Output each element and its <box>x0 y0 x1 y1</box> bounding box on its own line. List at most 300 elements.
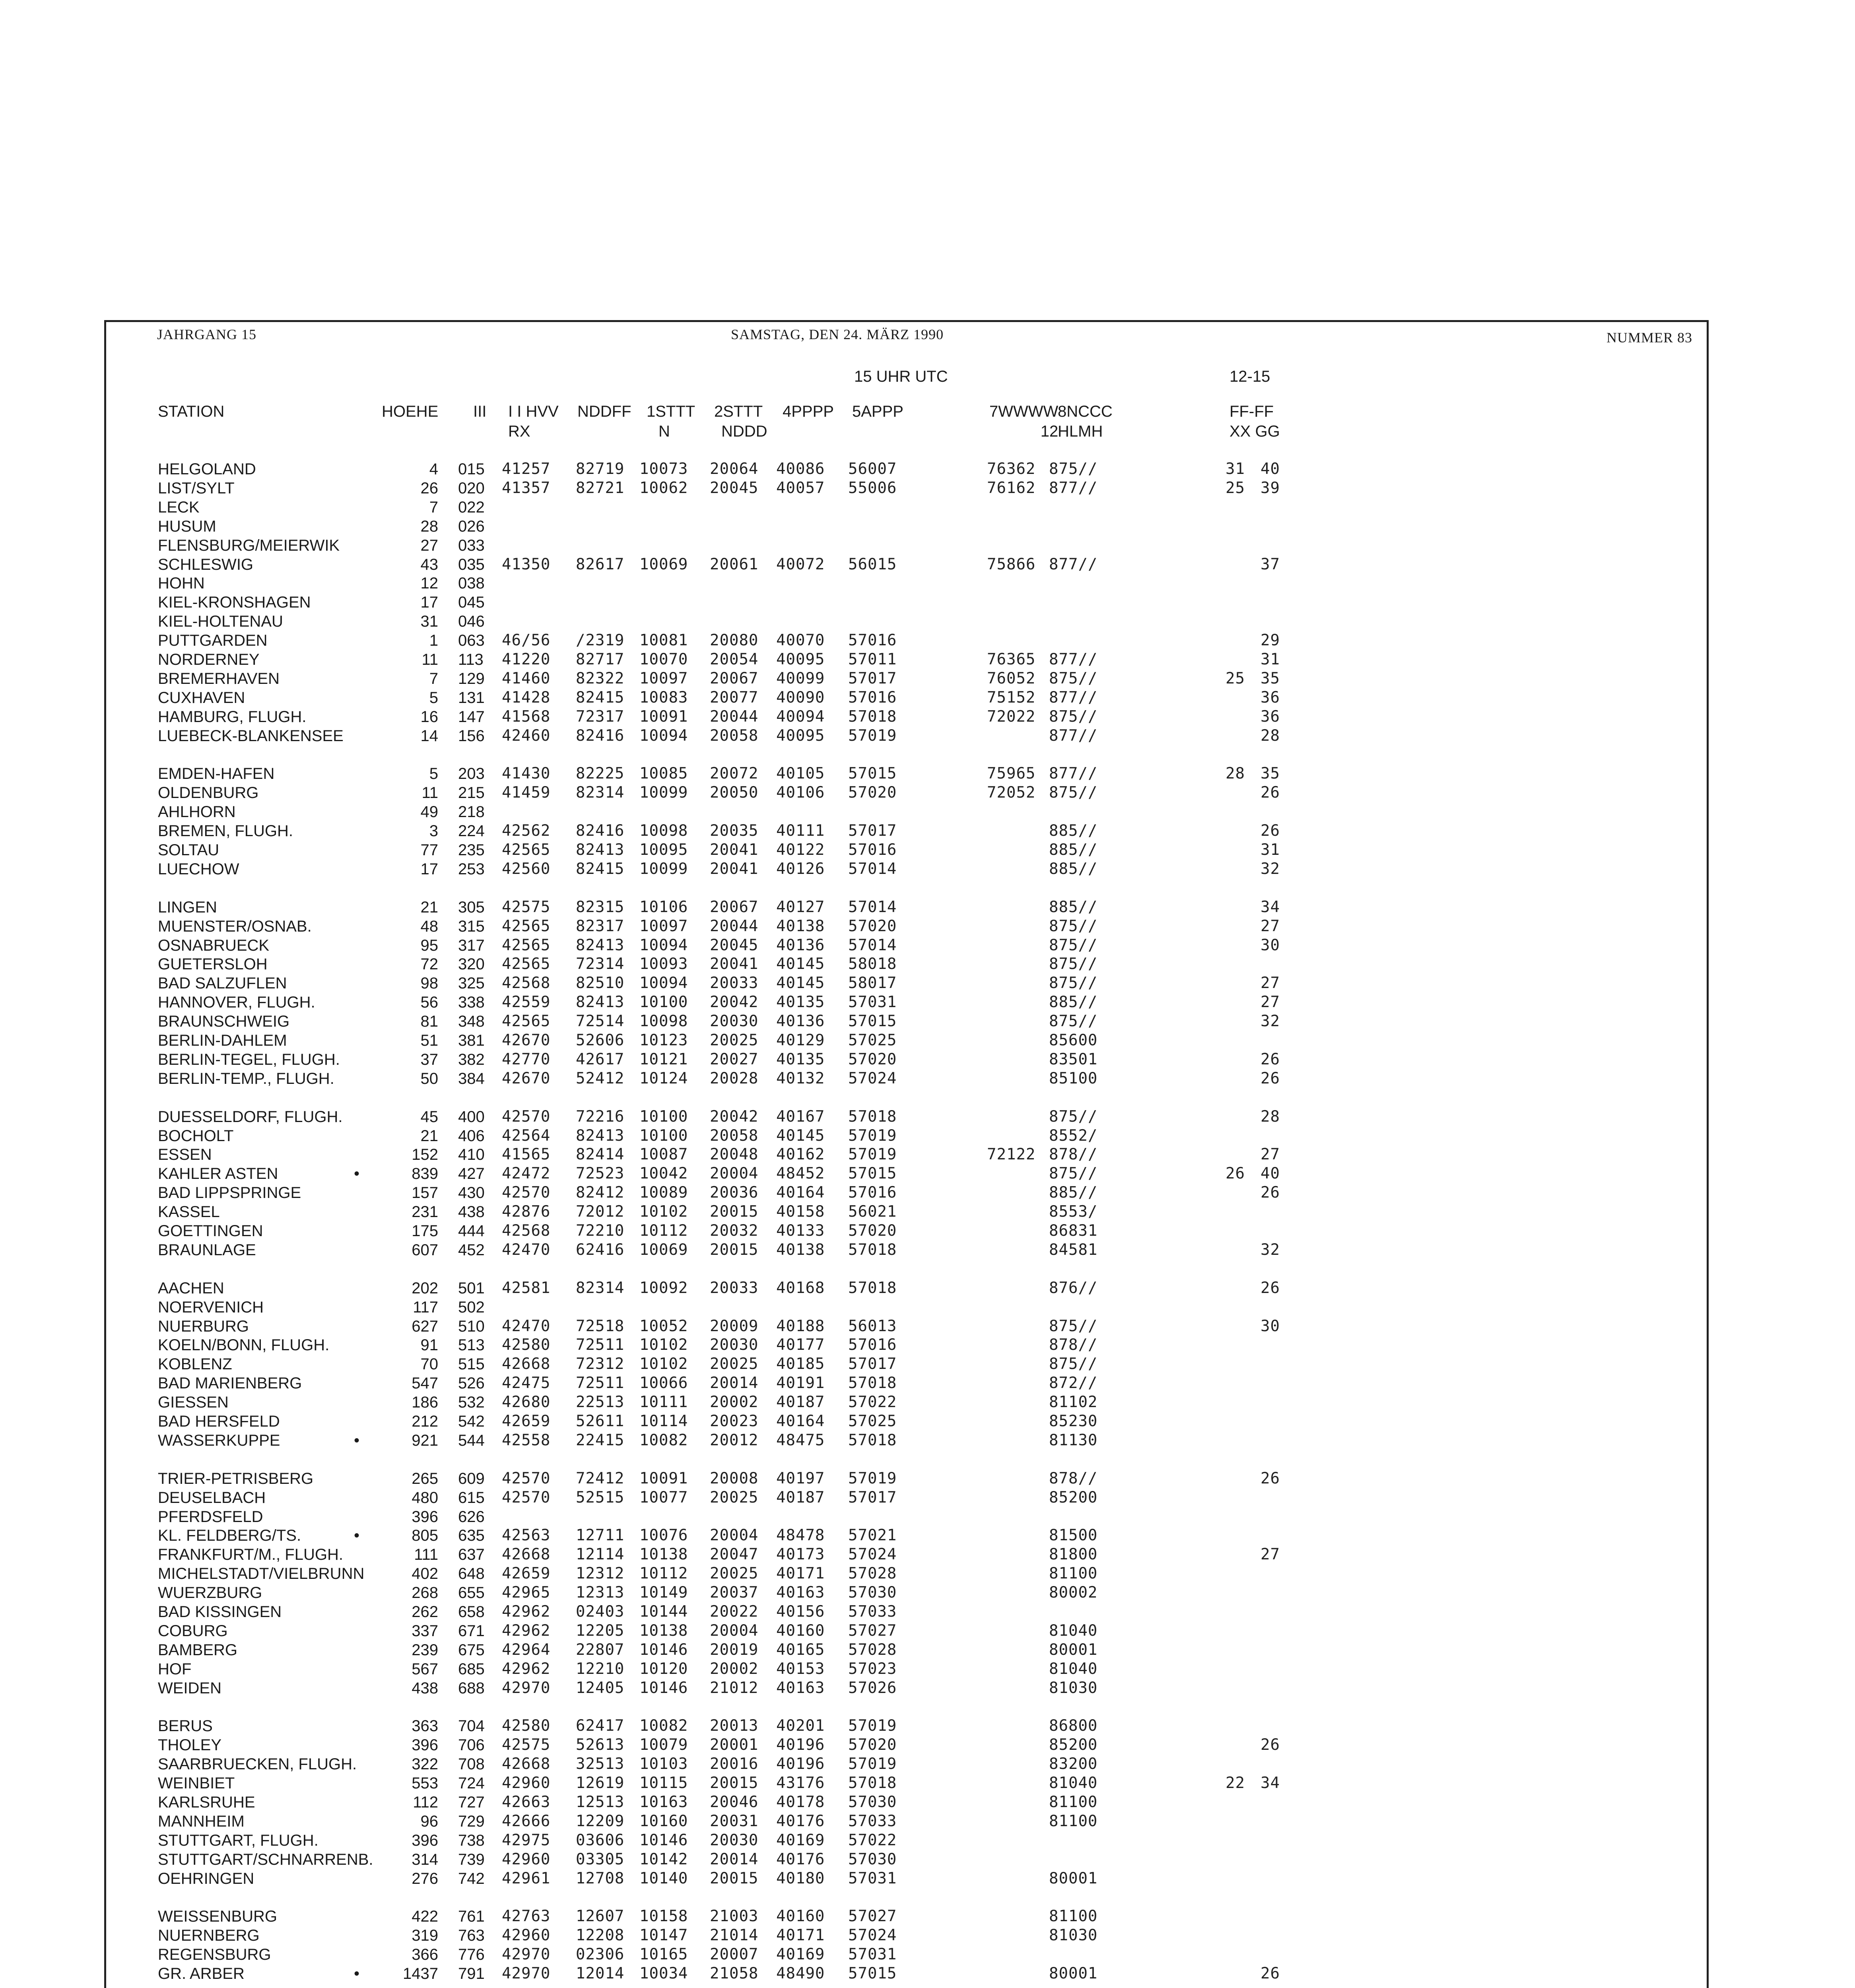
appp-value: 58017 <box>848 974 897 992</box>
appp-value: 57018 <box>848 1241 897 1259</box>
nddff-value: 82314 <box>576 1279 625 1297</box>
station-name: BAD HERSFELD <box>158 1413 280 1430</box>
sttt2-value: 20025 <box>710 1031 759 1049</box>
appp-value: 56015 <box>848 555 897 573</box>
hvv-value: 42563 <box>502 1526 551 1545</box>
col-2sttt <box>714 402 767 441</box>
wwww-value: 75866 <box>987 555 1036 573</box>
station-height: 31 <box>420 613 438 631</box>
table-row <box>0 1469 1855 1488</box>
station-id: 253 <box>458 860 485 878</box>
station-id: 129 <box>458 670 485 687</box>
sttt1-value: 10093 <box>639 955 688 973</box>
sttt2-value: 20016 <box>710 1755 759 1773</box>
sttt1-value: 10149 <box>639 1584 688 1602</box>
nccc-value: 81102 <box>1049 1393 1098 1411</box>
nddff-value: 72518 <box>576 1317 625 1335</box>
hvv-value: 42580 <box>502 1717 551 1735</box>
station-height: 337 <box>412 1622 438 1640</box>
station-name: BRAUNLAGE <box>158 1241 256 1259</box>
sttt1-value: 10099 <box>639 784 688 802</box>
sttt1-value: 10094 <box>639 974 688 992</box>
sttt2-value: 20072 <box>710 765 759 783</box>
col-2sttt-line1: 2STTT <box>714 403 763 420</box>
station-height: 14 <box>420 727 438 745</box>
station-height: 21 <box>420 1127 438 1145</box>
pppp-value: 40160 <box>776 1621 825 1640</box>
station-height: 56 <box>420 994 438 1011</box>
appp-value: 57019 <box>848 1717 897 1735</box>
hvv-value: 42565 <box>502 955 551 973</box>
sttt1-value: 10160 <box>639 1812 688 1830</box>
appp-value: 57018 <box>848 1374 897 1392</box>
sttt1-value: 10042 <box>639 1165 688 1183</box>
nccc-value: 81800 <box>1049 1545 1098 1564</box>
appp-value: 57026 <box>848 1679 897 1697</box>
appp-value: 57019 <box>848 726 897 745</box>
hvv-value: 42562 <box>502 822 551 840</box>
appp-value: 57023 <box>848 1660 897 1678</box>
station-id: 020 <box>458 479 485 497</box>
table-row <box>0 498 1855 517</box>
pppp-value: 40156 <box>776 1603 825 1621</box>
col-4pppp: 4PPPP <box>783 403 834 420</box>
appp-value: 57019 <box>848 1126 897 1145</box>
nccc-value: 81040 <box>1049 1774 1098 1792</box>
ff-gg-value: 36 <box>1261 707 1280 726</box>
nddff-value: 12711 <box>576 1526 625 1545</box>
nddff-value: 62416 <box>576 1241 625 1259</box>
wwww-value: 76362 <box>987 460 1036 478</box>
hvv-value: 42558 <box>502 1431 551 1449</box>
pppp-value: 40122 <box>776 841 825 859</box>
station-height: 5 <box>429 765 438 783</box>
nccc-value: 81100 <box>1049 1812 1098 1830</box>
hvv-value: 42470 <box>502 1317 551 1335</box>
nccc-value: 81100 <box>1049 1907 1098 1926</box>
station-name: HAMBURG, FLUGH. <box>158 708 307 726</box>
sttt1-value: 10092 <box>639 1279 688 1297</box>
station-name: NOERVENICH <box>158 1298 264 1316</box>
pppp-value: 40164 <box>776 1412 825 1430</box>
table-row <box>0 974 1855 993</box>
table-row <box>0 593 1855 612</box>
mountain-marker: • <box>354 1431 360 1449</box>
station-height: 322 <box>412 1755 438 1773</box>
appp-value: 57014 <box>848 898 897 916</box>
sttt2-value: 20031 <box>710 1812 759 1830</box>
pppp-value: 40165 <box>776 1640 825 1659</box>
sttt1-value: 10073 <box>639 460 688 478</box>
hvv-value: 41430 <box>502 765 551 783</box>
sttt2-value: 20025 <box>710 1355 759 1373</box>
station-id: 791 <box>458 1965 485 1983</box>
sttt2-value: 20009 <box>710 1317 759 1335</box>
hvv-value: 42570 <box>502 1469 551 1487</box>
appp-value: 57031 <box>848 1945 897 1964</box>
hvv-value: 42960 <box>502 1926 551 1945</box>
sttt2-value: 20058 <box>710 726 759 745</box>
table-row <box>0 1412 1855 1431</box>
station-id: 325 <box>458 975 485 992</box>
station-id: 761 <box>458 1908 485 1926</box>
sttt1-value: 10076 <box>639 1526 688 1545</box>
sttt2-value: 20013 <box>710 1717 759 1735</box>
station-height: 319 <box>412 1927 438 1945</box>
pppp-value: 40135 <box>776 993 825 1011</box>
pppp-value: 40168 <box>776 1279 825 1297</box>
nccc-value: 885// <box>1049 898 1098 916</box>
ff-gg-value: 35 <box>1261 765 1280 783</box>
table-row <box>0 898 1855 917</box>
nddff-value: 82414 <box>576 1145 625 1164</box>
station-height: 98 <box>420 975 438 992</box>
table-row <box>0 764 1855 783</box>
sttt1-value: 10094 <box>639 936 688 954</box>
station-name: DUESSELDORF, FLUGH. <box>158 1108 343 1126</box>
sttt1-value: 10099 <box>639 860 688 878</box>
sttt1-value: 10070 <box>639 650 688 668</box>
station-height: 117 <box>413 1298 438 1316</box>
col-hvv <box>508 402 559 441</box>
sttt2-value: 20025 <box>710 1488 759 1507</box>
sttt1-value: 10158 <box>639 1907 688 1926</box>
station-id: 708 <box>458 1755 485 1773</box>
station-id: 035 <box>458 555 485 573</box>
ff-period-label: 12-15 <box>1230 368 1270 385</box>
sttt2-value: 20012 <box>710 1431 759 1449</box>
station-name: STUTTGART, FLUGH. <box>158 1831 319 1849</box>
nddff-value: 22415 <box>576 1431 625 1449</box>
sttt2-value: 20014 <box>710 1850 759 1868</box>
ff-gg-value: 27 <box>1261 974 1280 992</box>
sttt1-value: 10098 <box>639 822 688 840</box>
nddff-value: 82322 <box>576 669 625 687</box>
hvv-value: 42581 <box>502 1279 551 1297</box>
pppp-value: 40094 <box>776 707 825 726</box>
sttt1-value: 10138 <box>639 1545 688 1564</box>
nccc-value: 885// <box>1049 841 1098 859</box>
sttt1-value: 10097 <box>639 917 688 935</box>
table-row <box>0 1374 1855 1393</box>
station-id: 452 <box>458 1241 485 1259</box>
nccc-value: 86831 <box>1049 1222 1098 1240</box>
nccc-value: 8552/ <box>1049 1126 1098 1145</box>
table-row <box>0 1279 1855 1298</box>
pppp-value: 40188 <box>776 1317 825 1335</box>
sttt2-value: 20025 <box>710 1565 759 1583</box>
sttt2-value: 20004 <box>710 1526 759 1545</box>
nccc-value: 878// <box>1049 1336 1098 1354</box>
pppp-value: 40057 <box>776 479 825 497</box>
appp-value: 57024 <box>848 1545 897 1564</box>
station-name: HOHN <box>158 575 205 592</box>
station-name: KOBLENZ <box>158 1355 232 1373</box>
nddff-value: 82416 <box>576 726 625 745</box>
wwww-value: 76052 <box>987 669 1036 687</box>
appp-value: 57020 <box>848 1736 897 1754</box>
wwww-value: 75152 <box>987 688 1036 707</box>
wwww-value: 76162 <box>987 479 1036 497</box>
nccc-value: 875// <box>1049 1317 1098 1335</box>
station-name: GUETERSLOH <box>158 955 268 973</box>
appp-value: 57020 <box>848 1222 897 1240</box>
hvv-value: 42570 <box>502 1488 551 1507</box>
station-name: LIST/SYLT <box>158 479 235 497</box>
nddff-value: 82315 <box>576 898 625 916</box>
station-height: 37 <box>420 1050 438 1068</box>
hvv-value: 42965 <box>502 1584 551 1602</box>
pppp-value: 40177 <box>776 1336 825 1354</box>
sttt1-value: 10100 <box>639 993 688 1011</box>
nddff-value: 82412 <box>576 1184 625 1202</box>
station-height: 480 <box>412 1489 438 1507</box>
station-id: 704 <box>458 1717 485 1735</box>
sttt1-value: 10140 <box>639 1869 688 1887</box>
appp-value: 58018 <box>848 955 897 973</box>
table-row <box>0 517 1855 536</box>
hvv-value: 42964 <box>502 1640 551 1659</box>
col-ff <box>1230 402 1280 441</box>
hvv-value: 42560 <box>502 860 551 878</box>
nccc-value: 80001 <box>1049 1640 1098 1659</box>
station-height: 366 <box>412 1946 438 1964</box>
appp-value: 57014 <box>848 860 897 878</box>
station-name: BREMERHAVEN <box>158 670 280 687</box>
station-id: 675 <box>458 1641 485 1659</box>
sttt2-value: 20030 <box>710 1336 759 1354</box>
table-row <box>0 783 1855 802</box>
table-row <box>0 1393 1855 1412</box>
station-id: 502 <box>458 1298 485 1316</box>
station-id: 400 <box>458 1108 485 1126</box>
nccc-value: 80002 <box>1049 1584 1098 1602</box>
station-id: 648 <box>458 1565 485 1583</box>
station-name: MICHELSTADT/VIELBRUNN <box>158 1565 365 1583</box>
hvv-value: 42470 <box>502 1241 551 1259</box>
station-id: 203 <box>458 765 485 783</box>
table-row <box>0 1050 1855 1069</box>
appp-value: 57018 <box>848 1774 897 1792</box>
sttt2-value: 20033 <box>710 974 759 992</box>
station-height: 422 <box>412 1908 438 1926</box>
station-name: REGENSBURG <box>158 1946 271 1964</box>
station-id: 038 <box>458 575 485 592</box>
ff-gg-value: 30 <box>1261 936 1280 954</box>
appp-value: 57017 <box>848 1488 897 1507</box>
appp-value: 57015 <box>848 1012 897 1031</box>
nddff-value: 02306 <box>576 1945 625 1964</box>
sttt2-value: 20015 <box>710 1203 759 1221</box>
nccc-value: 81100 <box>1049 1793 1098 1811</box>
pppp-value: 40171 <box>776 1926 825 1945</box>
sttt2-value: 20042 <box>710 993 759 1011</box>
appp-value: 56013 <box>848 1317 897 1335</box>
pppp-value: 40126 <box>776 860 825 878</box>
nddff-value: 72511 <box>576 1374 625 1392</box>
nccc-value: 876// <box>1049 1279 1098 1297</box>
ff-gg-value: 40 <box>1261 1165 1280 1183</box>
hvv-value: 42970 <box>502 1945 551 1964</box>
hvv-value: 41568 <box>502 707 551 726</box>
station-height: 5 <box>429 689 438 707</box>
pppp-value: 40153 <box>776 1660 825 1678</box>
ff-gg-value: 32 <box>1261 1012 1280 1031</box>
table-row <box>0 1336 1855 1355</box>
nccc-value: 81030 <box>1049 1679 1098 1697</box>
station-id: 515 <box>458 1355 485 1373</box>
pppp-value: 40158 <box>776 1203 825 1221</box>
pppp-value: 40145 <box>776 1126 825 1145</box>
ff-gg-value: 28 <box>1261 1107 1280 1126</box>
pppp-value: 40178 <box>776 1793 825 1811</box>
table-row <box>0 1164 1855 1183</box>
station-name: KAHLER ASTEN <box>158 1165 278 1183</box>
sttt2-value: 20080 <box>710 631 759 650</box>
pppp-value: 40176 <box>776 1812 825 1830</box>
appp-value: 57019 <box>848 1145 897 1164</box>
pppp-value: 40201 <box>776 1717 825 1735</box>
table-row <box>0 1602 1855 1621</box>
col-5appp: 5APPP <box>852 403 903 420</box>
pppp-value: 40136 <box>776 1012 825 1031</box>
table-row <box>0 1812 1855 1831</box>
station-id: 430 <box>458 1184 485 1202</box>
nddff-value: 12114 <box>576 1545 625 1564</box>
hvv-value: 42570 <box>502 1107 551 1126</box>
station-name: LINGEN <box>158 898 217 916</box>
hvv-value: 41357 <box>502 479 551 497</box>
nddff-value: 82617 <box>576 555 625 573</box>
station-height: 70 <box>420 1355 438 1373</box>
station-height: 21 <box>420 898 438 916</box>
appp-value: 57016 <box>848 631 897 650</box>
table-row <box>0 1869 1855 1888</box>
pppp-value: 40095 <box>776 650 825 668</box>
col-iii: III <box>473 403 487 420</box>
sttt2-value: 20037 <box>710 1584 759 1602</box>
nccc-value: 875// <box>1049 936 1098 954</box>
table-row <box>0 1183 1855 1202</box>
pppp-value: 40187 <box>776 1393 825 1411</box>
sttt1-value: 10123 <box>639 1031 688 1049</box>
station-name: BERLIN-TEGEL, FLUGH. <box>158 1050 340 1068</box>
station-height: 81 <box>420 1013 438 1031</box>
station-id: 658 <box>458 1603 485 1621</box>
hvv-value: 42680 <box>502 1393 551 1411</box>
station-id: 526 <box>458 1375 485 1392</box>
table-row <box>0 612 1855 631</box>
appp-value: 57024 <box>848 1069 897 1087</box>
station-height: 262 <box>412 1603 438 1621</box>
mountain-marker: • <box>354 1965 360 1983</box>
sttt2-value: 20019 <box>710 1640 759 1659</box>
col-ff-line2: XX GG <box>1230 423 1280 440</box>
table-row <box>0 1221 1855 1241</box>
station-height: 265 <box>412 1470 438 1487</box>
station-name: PFERDSFELD <box>158 1508 263 1526</box>
station-height: 12 <box>420 575 438 592</box>
wwww-value: 75965 <box>987 765 1036 783</box>
sttt1-value: 10091 <box>639 1469 688 1487</box>
nddff-value: 52606 <box>576 1031 625 1049</box>
station-id: 510 <box>458 1317 485 1335</box>
table-row <box>0 460 1855 479</box>
hvv-value: 42962 <box>502 1603 551 1621</box>
table-row <box>0 1526 1855 1545</box>
appp-value: 57033 <box>848 1812 897 1830</box>
station-height: 363 <box>412 1717 438 1735</box>
issue-number: NUMMER 83 <box>1606 330 1693 346</box>
nddff-value: 52613 <box>576 1736 625 1754</box>
nddff-value: 82314 <box>576 784 625 802</box>
nccc-value: 877// <box>1049 688 1098 707</box>
table-row <box>0 726 1855 746</box>
hvv-value: 42970 <box>502 1679 551 1697</box>
ff-xx-value: 31 <box>1226 460 1245 478</box>
nccc-value: 875// <box>1049 974 1098 992</box>
nddff-value: 82415 <box>576 688 625 707</box>
station-id: 724 <box>458 1774 485 1792</box>
pppp-value: 43176 <box>776 1774 825 1792</box>
hvv-value: 41220 <box>502 650 551 668</box>
station-name: FLENSBURG/MEIERWIK <box>158 536 340 554</box>
table-row <box>0 955 1855 974</box>
nccc-value: 81100 <box>1049 1565 1098 1583</box>
nddff-value: 82416 <box>576 822 625 840</box>
station-id: 348 <box>458 1013 485 1031</box>
station-name: LECK <box>158 498 200 516</box>
station-id: 763 <box>458 1927 485 1945</box>
appp-value: 57024 <box>848 1926 897 1945</box>
table-row <box>0 1926 1855 1945</box>
nccc-value: 877// <box>1049 765 1098 783</box>
sttt2-value: 20030 <box>710 1012 759 1031</box>
station-name: TRIER-PETRISBERG <box>158 1470 314 1487</box>
sttt1-value: 10112 <box>639 1565 688 1583</box>
nddff-value: 72523 <box>576 1165 625 1183</box>
station-name: LUEBECK-BLANKENSEE <box>158 727 344 745</box>
nddff-value: 52611 <box>576 1412 625 1430</box>
nddff-value: 72317 <box>576 707 625 726</box>
sttt1-value: 10121 <box>639 1050 688 1068</box>
pppp-value: 40185 <box>776 1355 825 1373</box>
hvv-value: 41459 <box>502 784 551 802</box>
hvv-value: 41565 <box>502 1145 551 1164</box>
station-id: 224 <box>458 822 485 840</box>
station-id: 046 <box>458 613 485 631</box>
sttt1-value: 10091 <box>639 707 688 726</box>
pppp-value: 40163 <box>776 1584 825 1602</box>
station-name: BRAUNSCHWEIG <box>158 1013 290 1031</box>
table-row <box>0 555 1855 574</box>
appp-value: 55006 <box>848 479 897 497</box>
nddff-value: 72514 <box>576 1012 625 1031</box>
col-hoehe: HOEHE <box>382 403 439 420</box>
station-id: 532 <box>458 1394 485 1411</box>
pppp-value: 40099 <box>776 669 825 687</box>
station-name: BAMBERG <box>158 1641 238 1659</box>
nccc-value: 83200 <box>1049 1755 1098 1773</box>
sttt1-value: 10089 <box>639 1184 688 1202</box>
nddff-value: 72312 <box>576 1355 625 1373</box>
nddff-value: 82413 <box>576 841 625 859</box>
station-id: 438 <box>458 1203 485 1221</box>
station-id: 609 <box>458 1470 485 1487</box>
pppp-value: 40105 <box>776 765 825 783</box>
nddff-value: 12208 <box>576 1926 625 1945</box>
station-height: 96 <box>420 1812 438 1830</box>
